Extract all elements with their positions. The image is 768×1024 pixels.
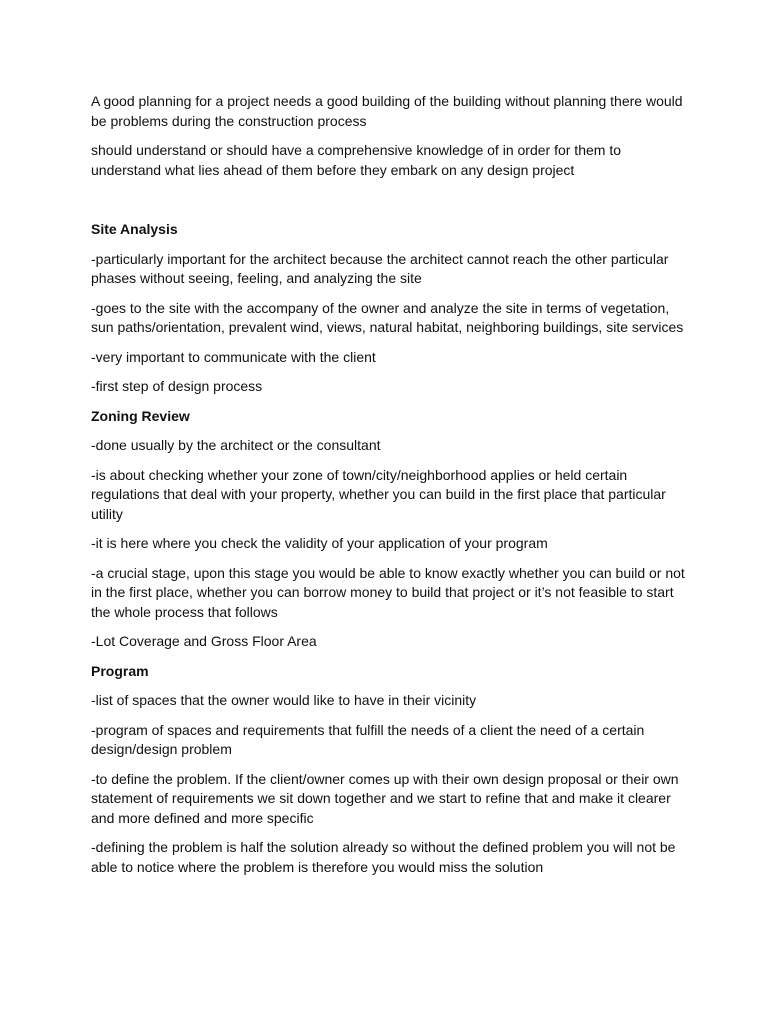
site-analysis-point: -particularly important for the architect because the architect cannot reach the other particular phases without seeing, feeling, and analyzing the site: [91, 250, 669, 286]
zoning-review-point: -it is here where you check the validity of your application of your program: [91, 535, 548, 551]
intro-paragraph: should understand or should have a comprehensive knowledge of in order for them to understand what lies ahead of them before they embark on any design project: [91, 142, 621, 178]
zoning-review-point: -a crucial stage, upon this stage you would be able to know exactly whether you can build or not in the first place, whether you can borrow money to build that project or it’s not feasible to start the whole process that follows: [91, 564, 685, 620]
zoning-review-point: -is about checking whether your zone of town/city/neighborhood applies or held certain regulations that deal with your property, whether you can build in the first place that particular utility: [91, 466, 666, 522]
section-heading-site-analysis: Site Analysis: [91, 221, 178, 237]
zoning-review-point: -Lot Coverage and Gross Floor Area: [91, 633, 317, 649]
site-analysis-point: -goes to the site with the accompany of the owner and analyze the site in terms of vegetation, sun paths/orientation, prevalent wind, views, natural habitat, neighboring buildings, site services: [91, 299, 684, 335]
section-heading-zoning-review: Zoning Review: [91, 407, 190, 424]
site-analysis-point: -first step of design process: [91, 378, 263, 394]
document-page: [91, 92, 691, 887]
spacer: [91, 190, 691, 220]
zoning-review-point: -done usually by the architect or the consultant: [91, 437, 381, 453]
program-point: -list of spaces that the owner would like to have in their vicinity: [91, 692, 477, 708]
section-heading-program: Program: [91, 662, 149, 679]
program-point: -program of spaces and requirements that fulfill the needs of a client the need of a certain design/design problem: [91, 721, 645, 757]
program-point: -to define the problem. If the client/owner comes up with their own design proposal or their own statement of requirements we sit down together and we start to refine that and make it clearer and more defined and more specific: [91, 770, 679, 826]
program-point: -defining the problem is half the solution already so without the defined problem you will not be able to notice where the problem is therefore you would miss the solution: [91, 839, 676, 875]
intro-paragraph: A good planning for a project needs a good building of the building without planning there would be problems during the construction process: [91, 93, 683, 129]
site-analysis-point: -very important to communicate with the client: [91, 348, 376, 365]
